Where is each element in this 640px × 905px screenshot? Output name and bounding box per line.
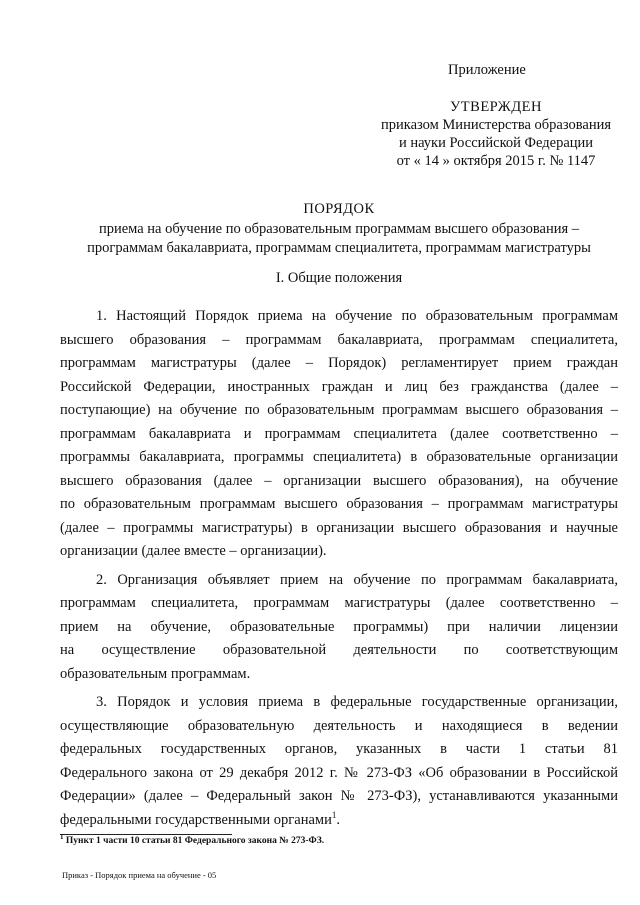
text-line: по образовательным программам высшего образования – программам магистратуры [60, 496, 618, 512]
document-title [60, 200, 618, 258]
sentence-end: . [336, 811, 340, 828]
appendix-label: Приложение [448, 62, 526, 78]
text-line: федеральными государственными органами [60, 811, 332, 828]
approved-word: УТВЕРЖДЕН [450, 99, 542, 115]
text-line: федеральных государственных органов, указанных в части 1 статьи 81 [60, 741, 618, 757]
text-line: 1. Настоящий Порядок приема на обучение по образовательным программам [96, 308, 618, 324]
footnote [60, 832, 325, 846]
text-line: (далее – программы магистратуры) в организации высшего образования и научные [60, 519, 618, 536]
approval-line: приказом Министерства образования [380, 117, 612, 133]
text-line: прием на обучение, образовательные программы) при наличии лицензии [60, 618, 618, 635]
text-line-with-footnote [60, 809, 618, 833]
footnote-reference[interactable]: 1 [331, 809, 337, 820]
text-line: программам специалитета, программам магистратуры (далее соответственно – [60, 595, 618, 611]
title-subtitle-line: программам бакалавриата, программам специалитета, программам магистратуры [87, 240, 591, 256]
text-line: на осуществление образовательной деятельности по соответствующим [60, 642, 618, 658]
page-footer: Приказ - Порядок приема на обучение - 05 [62, 870, 217, 880]
title-subtitle-line: приема на обучение по образовательным программам высшего образования – [98, 221, 580, 237]
text-line: 3. Порядок и условия приема в федеральные государственные организации, [96, 694, 618, 710]
paragraph-3 [60, 691, 618, 832]
section-heading: I. Общие положения [275, 270, 403, 286]
text-line: образовательным программам. [60, 665, 251, 682]
text-line: высшего образования (далее – организации высшего образования), на обучение [60, 472, 618, 489]
footnote-divider [60, 834, 232, 835]
text-line: осуществляющие образовательную деятельность и находящиеся в ведении [60, 717, 618, 734]
document-body [60, 305, 618, 837]
text-line: поступающие) на обучение по образовательным программам высшего образования – [60, 402, 618, 418]
footnote-text: Пункт 1 части 10 статьи 81 Федерального закона № 273-ФЗ. [63, 836, 325, 846]
text-line: программам магистратуры (далее – Порядок) регламентирует прием граждан [60, 355, 618, 371]
text-line: организации (далее вместе – организации). [60, 543, 327, 559]
text-line: Российской Федерации, иностранных граждан и лиц без гражданства (далее – [60, 378, 618, 395]
title-main: ПОРЯДОК [303, 201, 375, 217]
text-line: Федерального закона от 29 декабря 2012 г. № 273-ФЗ «Об образовании в Российской [60, 764, 618, 781]
text-line: программам бакалавриата и программам специалитета (далее соответственно – [60, 425, 618, 442]
text-line: Федерации» (далее – Федеральный закон № 273-ФЗ), устанавливаются указанными [60, 788, 618, 804]
paragraph-1 [60, 305, 618, 564]
approval-line: и науки Российской Федерации [398, 135, 594, 151]
footnote-mark: 1 [60, 832, 64, 841]
text-line: программы бакалавриата, программы специалитета) в образовательные организации [60, 449, 618, 465]
text-line: 2. Организация объявляет прием на обучение по программам бакалавриата, [96, 571, 618, 588]
text-line: высшего образования – программам бакалавриата, программам специалитета, [60, 331, 618, 348]
approval-stamp [372, 98, 620, 170]
approval-line: от « 14 » октября 2015 г. № 1147 [396, 153, 596, 169]
paragraph-2 [60, 569, 618, 687]
